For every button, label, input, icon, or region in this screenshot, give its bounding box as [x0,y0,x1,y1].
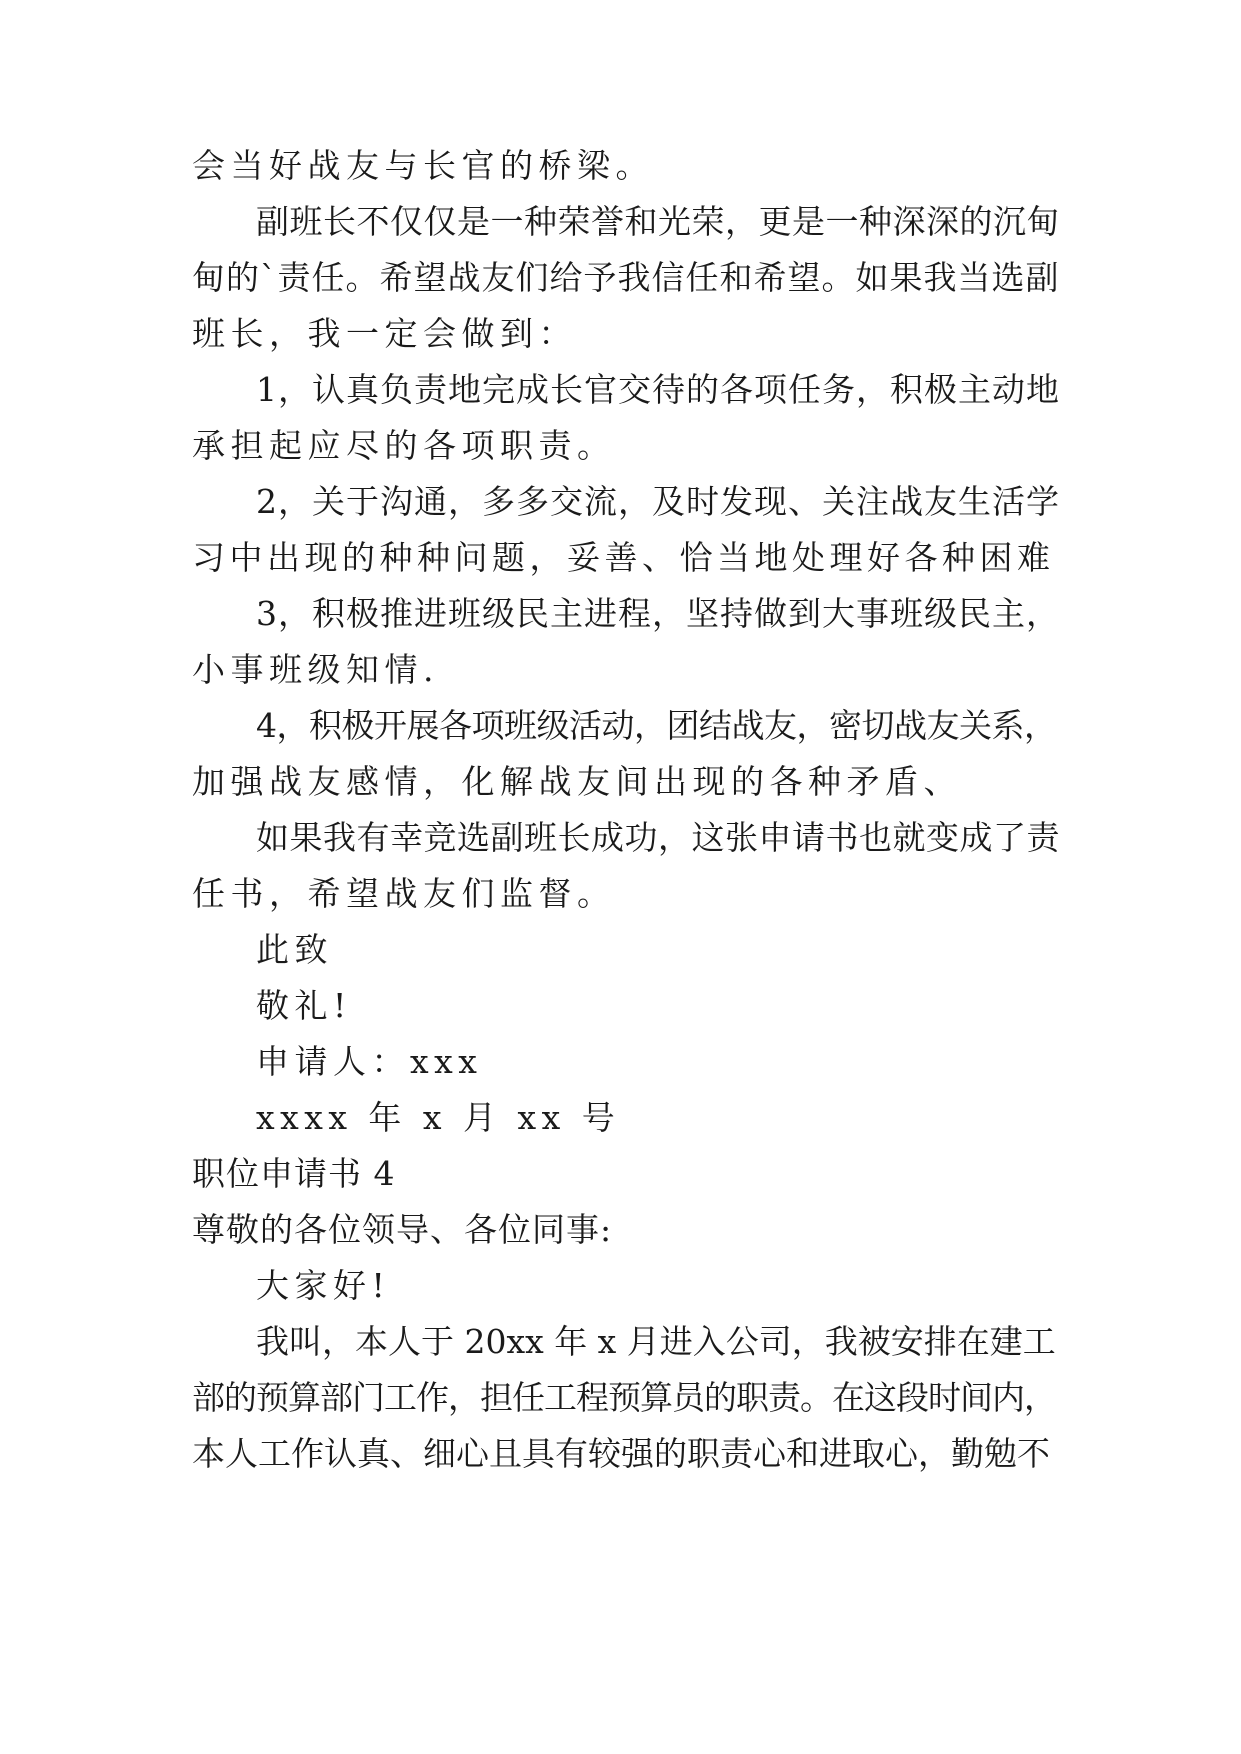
text-line: 甸的`责任。希望战友们给予我信任和希望。如果我当选副 [192,258,1060,297]
text-line: 任书，希望战友们监督。 [192,874,616,913]
hello-line: 大家好! [256,1266,391,1305]
text-line: 习中出现的种种问题，妥善、恰当地处理好各种困难 [192,538,1055,577]
text-line: 班长，我一定会做到： [192,314,577,353]
text-line: 2，关于沟通，多多交流，及时发现、关注战友生活学 [256,482,1060,521]
text-line: 小事班级知情. [192,650,439,689]
closing-regards: 敬礼! [256,986,352,1025]
text-line: 副班长不仅仅是一种荣誉和光荣，更是一种深深的沉甸 [256,202,1060,241]
date-line: xxxx 年 x 月 xx 号 [256,1098,621,1137]
text-line: 本人工作认真、细心且具有较强的职责心和进取心，勤勉不 [192,1434,1050,1473]
text-line: 3，积极推进班级民主进程，坚持做到大事班级民主， [256,594,1060,633]
section-heading: 职位申请书 4 [192,1154,396,1193]
text-line: 会当好战友与长官的桥梁。 [192,146,654,185]
text-line: 承担起应尽的各项职责。 [192,426,616,465]
closing-salutation: 此致 [256,930,333,969]
text-line: 我叫，本人于 20xx 年 x 月进入公司，我被安排在建工 [256,1322,1056,1361]
text-line: 部的预算部门工作，担任工程预算员的职责。在这段时间内， [192,1378,1056,1417]
text-line: 如果我有幸竞选副班长成功，这张申请书也就变成了责 [256,818,1060,857]
applicant-line: 申请人：xxx [256,1042,483,1081]
greeting-line: 尊敬的各位领导、各位同事: [192,1210,613,1249]
text-line: 加强战友感情，化解战友间出现的各种矛盾、 [192,762,962,801]
text-line: 1，认真负责地完成长官交待的各项任务，积极主动地 [256,370,1060,409]
text-line: 4，积极开展各项班级活动，团结战友，密切战友关系， [256,706,1057,745]
